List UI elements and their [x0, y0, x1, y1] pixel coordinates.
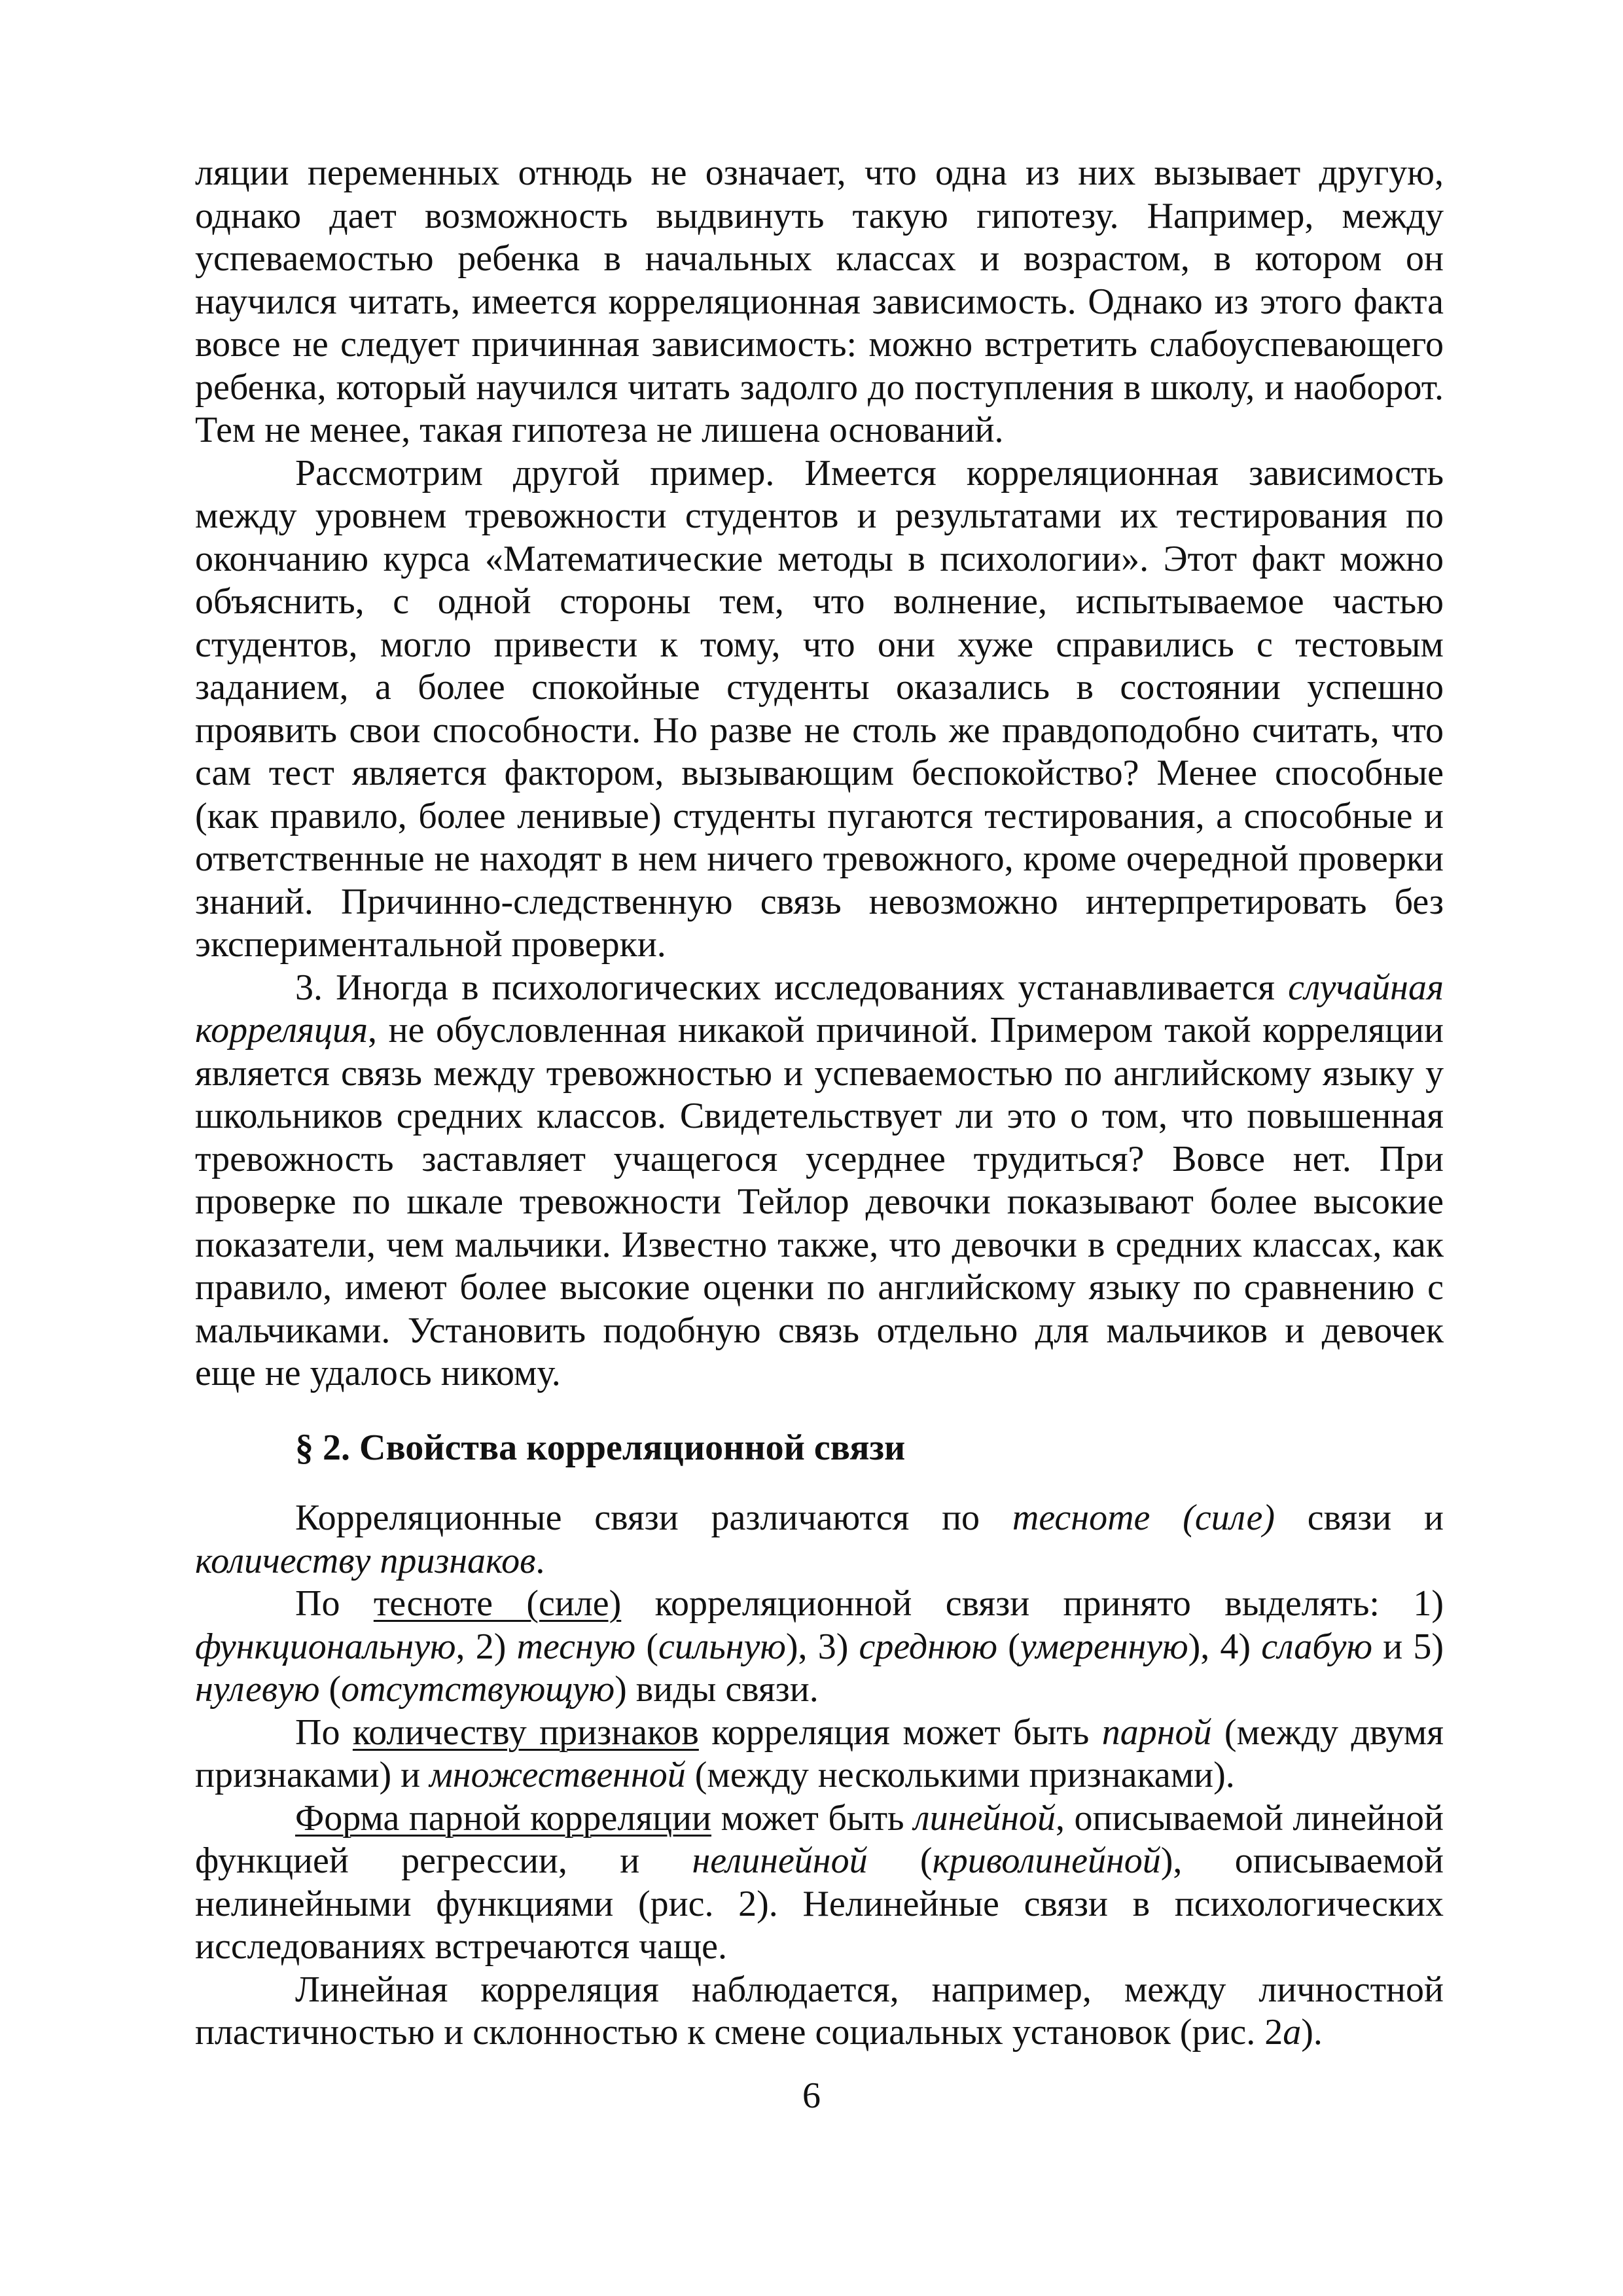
paragraph-6-text: корреляция может быть: [698, 1712, 1102, 1753]
paragraph-8-text: Линейная корреляция наблюдается, например, между личностной пластичностью и склонностью к смене социальных установок (рис. 2: [195, 1969, 1444, 2053]
paragraph-5-text: ), 4): [1188, 1626, 1262, 1667]
section-heading: § 2. Свойства корреляционной связи: [295, 1427, 906, 1468]
paragraph-4: [195, 1497, 1444, 1583]
term-strength: тесноте (силе): [1012, 1498, 1275, 1538]
figure-ref-letter: а: [1283, 2012, 1302, 2053]
paragraph-6-text: (между несколькими признаками).: [685, 1755, 1235, 1795]
paragraph-6: [195, 1712, 1444, 1797]
paragraph-5-text: (: [997, 1626, 1020, 1667]
term-strong: сильную: [658, 1626, 786, 1667]
term-medium: среднюю: [859, 1626, 997, 1667]
paragraph-2: Рассмотрим другой пример. Имеется корреляционная зависимость между уровнем тревожности студентов и результатами их тестирования по окончанию курса «Математические методы в психологии». Этот факт можно объяснить, с одной стороны тем, что волнение, испытываемое частью студентов, могло привести к тому, что они хуже справились с тестовым заданием, а более спокойные студенты оказались в состоянии успешно проявить свои способности. Но разве не столь же правдоподобно считать, что сам тест является фактором, вызывающим беспокойство? Менее способные (как правило, более ленивые) студенты пугаются тестирования, а способные и ответственные не находят в нем ничего тревожного, кроме очередной проверки знаний. Причинно-следственную связь невозможно интерпретировать без экспериментальной проверки.: [195, 452, 1444, 965]
term-absent: отсутствующую: [341, 1669, 615, 1710]
term-functional: функциональную: [195, 1626, 456, 1667]
term-tight: тесную: [516, 1626, 636, 1667]
paragraph-7-text: ), описываемой нелинейными функциями (рис. 2). Нелинейные связи в психологических исследованиях встречаются чаще.: [195, 1840, 1444, 1967]
paragraph-4-text: связи и: [1275, 1498, 1444, 1538]
page-body: [195, 152, 1444, 2054]
paragraph-5: [195, 1583, 1444, 1712]
paragraph-5-text: (: [319, 1669, 342, 1710]
underlined-number-of-features: количеству признаков: [352, 1712, 699, 1753]
paragraph-7-text: , описываемой линейной функцией регрессии, и: [195, 1797, 1444, 1881]
term-nonlinear: нелинейной: [692, 1840, 868, 1881]
paragraph-3: [195, 967, 1444, 1395]
paragraph-5-text: По: [295, 1583, 374, 1624]
term-number-of-features: количеству признаков: [195, 1540, 536, 1581]
paragraph-8: [195, 1969, 1444, 2054]
paragraph-7-text: может быть: [711, 1797, 914, 1839]
term-weak: слабую: [1261, 1626, 1372, 1667]
term-multiple: множественной: [429, 1755, 686, 1795]
page-number: 6: [802, 2075, 821, 2116]
underlined-paired-form: Форма парной корреляции: [295, 1797, 712, 1839]
paragraph-6-text: (между двумя признаками) и: [195, 1712, 1444, 1795]
paragraph-5-text: и 5): [1372, 1626, 1444, 1667]
term-linear: линейной: [914, 1797, 1056, 1839]
term-moderate: умеренную: [1020, 1626, 1188, 1667]
underlined-strength: тесноте (силе): [373, 1583, 622, 1624]
term-zero: нулевую: [195, 1669, 320, 1710]
term-random-correlation: случайная корреляция: [195, 967, 1444, 1050]
paragraph-6-text: По: [295, 1712, 353, 1753]
paragraph-4-text: Корреляционные связи различаются по: [295, 1498, 1012, 1538]
paragraph-8-text: ).: [1301, 2012, 1323, 2053]
paragraph-5-text: ), 3): [785, 1626, 859, 1667]
paragraph-7-text: (: [867, 1840, 933, 1881]
paragraph-5-text: ) виды связи.: [615, 1669, 819, 1710]
paragraph-5-text: , 2): [455, 1626, 517, 1667]
paragraph-4-text: .: [535, 1540, 545, 1581]
paragraph-1: ляции переменных отнюдь не означает, что одна из них вызывает другую, однако дает возможность выдвинуть такую гипотезу. Например, между успеваемостью ребенка в начальных классах и возрастом, в котором он научился читать, имеется корреляционная зависимость. Однако из этого факта вовсе не следует причинная зависимость: можно встретить слабоуспевающего ребенка, который научился читать задолго до поступления в школу, и наоборот. Тем не менее, такая гипотеза не лишена оснований.: [195, 152, 1444, 450]
paragraph-3-text: 3. Иногда в психологических исследованиях устанавливается: [295, 967, 1289, 1008]
term-curvilinear: криволинейной: [932, 1840, 1161, 1881]
paragraph-5-text: (: [635, 1626, 658, 1667]
paragraph-5-text: корреляционной связи принято выделять: 1): [621, 1583, 1444, 1624]
paragraph-3-text: , не обусловленная никакой причиной. Примером такой корреляции является связь между тревожностью и успеваемостью по английскому языку у школьников средних классов. Свидетельствует ли это о том, что повышенная тревожность заставляет учащегося усерднее трудиться? Вовсе нет. При проверке по шкале тревожности Тейлор девочки показывают более высокие показатели, чем мальчики. Известно также, что девочки в средних классах, как правило, имеют более высокие оценки по английскому языку по сравнению с мальчиками. Установить подобную связь отдельно для мальчиков и девочек еще не удалось никому.: [195, 1010, 1444, 1393]
term-paired: парной: [1101, 1712, 1212, 1753]
paragraph-7: [195, 1797, 1444, 1969]
